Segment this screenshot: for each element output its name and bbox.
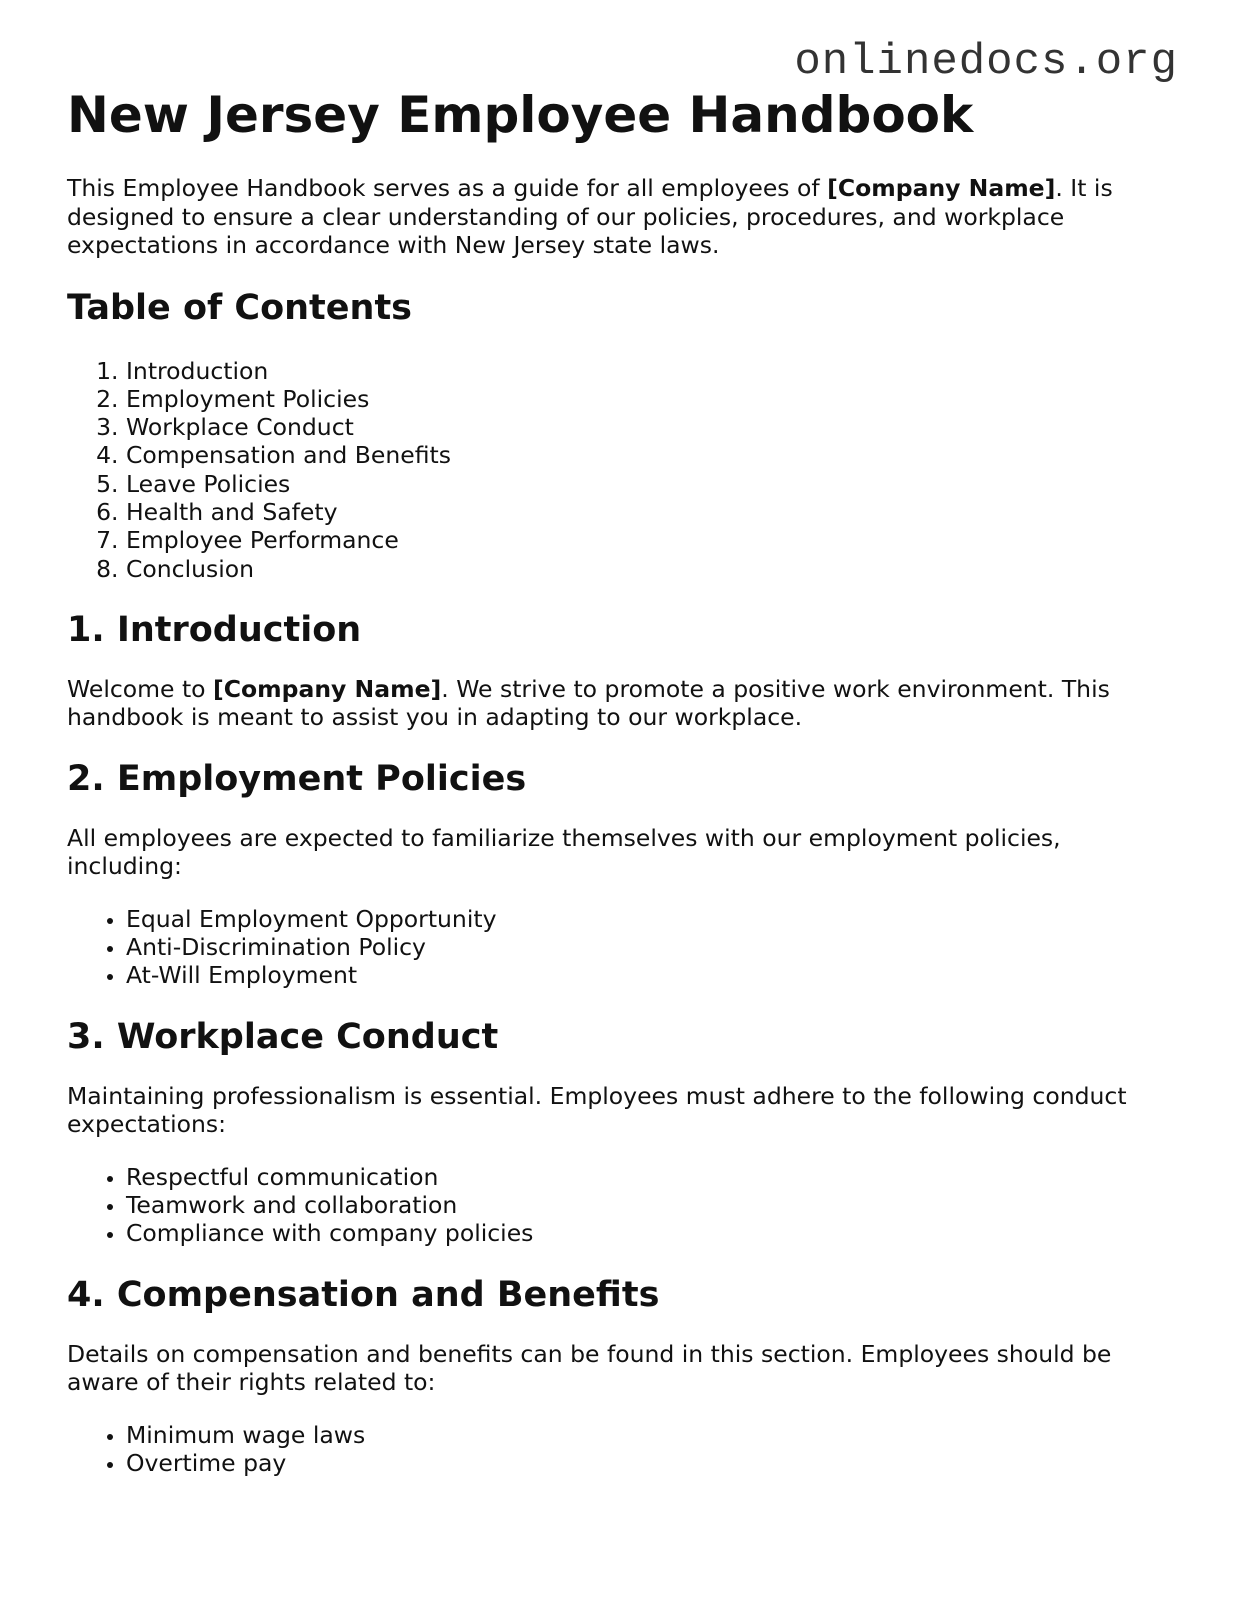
- document-page: [67, 86, 1177, 1477]
- list-item: • Minimum wage laws: [126, 1421, 1177, 1449]
- toc-item: 7. Employee Performance: [126, 526, 1177, 554]
- list-item: • Anti-Discrimination Policy: [126, 933, 1177, 961]
- section-compensation-paragraph: Details on compensation and benefits can be found in this section. Employees should be aware of their rights related to:: [67, 1339, 1112, 1397]
- watermark: onlinedocs.org: [794, 37, 1178, 87]
- welcome-text-after: . We strive to promote a positive work environment. This handbook is meant to assist you in adapting to our workplace.: [67, 674, 1110, 732]
- section-workplace-conduct-heading: 3. Workplace Conduct: [67, 1016, 499, 1057]
- toc-item: 1. Introduction: [126, 357, 1177, 385]
- toc-item: 2. Employment Policies: [126, 385, 1177, 413]
- toc-heading: Table of Contents: [67, 287, 413, 328]
- intro-text-before: This Employee Handbook serves as a guide for all employees of: [67, 174, 828, 202]
- welcome-text-before: Welcome to: [67, 674, 214, 703]
- list-item: • Respectful communication: [126, 1163, 1177, 1191]
- section-compensation-heading: 4. Compensation and Benefits: [67, 1274, 660, 1315]
- toc-item: 3. Workplace Conduct: [126, 413, 1177, 441]
- intro-text-after: . It is designed to ensure a clear understanding of our policies, procedures, and workplace expectations in accordance with New Jersey state laws.: [67, 174, 1113, 259]
- section-employment-policies-heading: 2. Employment Policies: [67, 758, 527, 799]
- document-title: New Jersey Employee Handbook: [67, 86, 974, 144]
- section-workplace-conduct-paragraph: Maintaining professionalism is essential. Employees must adhere to the following conduct expectations:: [67, 1081, 1127, 1139]
- employment-policies-list: [67, 905, 1177, 990]
- intro-paragraph: [67, 174, 1177, 260]
- toc-item: 6. Health and Safety: [126, 498, 1177, 526]
- list-item: • Teamwork and collaboration: [126, 1191, 1177, 1219]
- section-introduction-paragraph: [67, 675, 1177, 732]
- toc-item: 5. Leave Policies: [126, 470, 1177, 498]
- list-item: • Overtime pay: [126, 1449, 1177, 1477]
- company-name-placeholder: [Company Name]: [827, 174, 1056, 202]
- list-item: • Compliance with company policies: [126, 1219, 1177, 1247]
- toc-item: 4. Compensation and Benefits: [126, 441, 1177, 469]
- toc-item: 8. Conclusion: [126, 555, 1177, 583]
- workplace-conduct-list: [67, 1163, 1177, 1248]
- list-item: • At-Will Employment: [126, 961, 1177, 989]
- company-name-placeholder: [Company Name]: [213, 674, 442, 703]
- list-item: • Equal Employment Opportunity: [126, 905, 1177, 933]
- toc-list: [67, 357, 1177, 583]
- section-introduction-heading: 1. Introduction: [67, 609, 362, 650]
- section-employment-policies-paragraph: All employees are expected to familiarize themselves with our employment policies, including:: [67, 823, 1061, 881]
- compensation-list: [67, 1421, 1177, 1478]
